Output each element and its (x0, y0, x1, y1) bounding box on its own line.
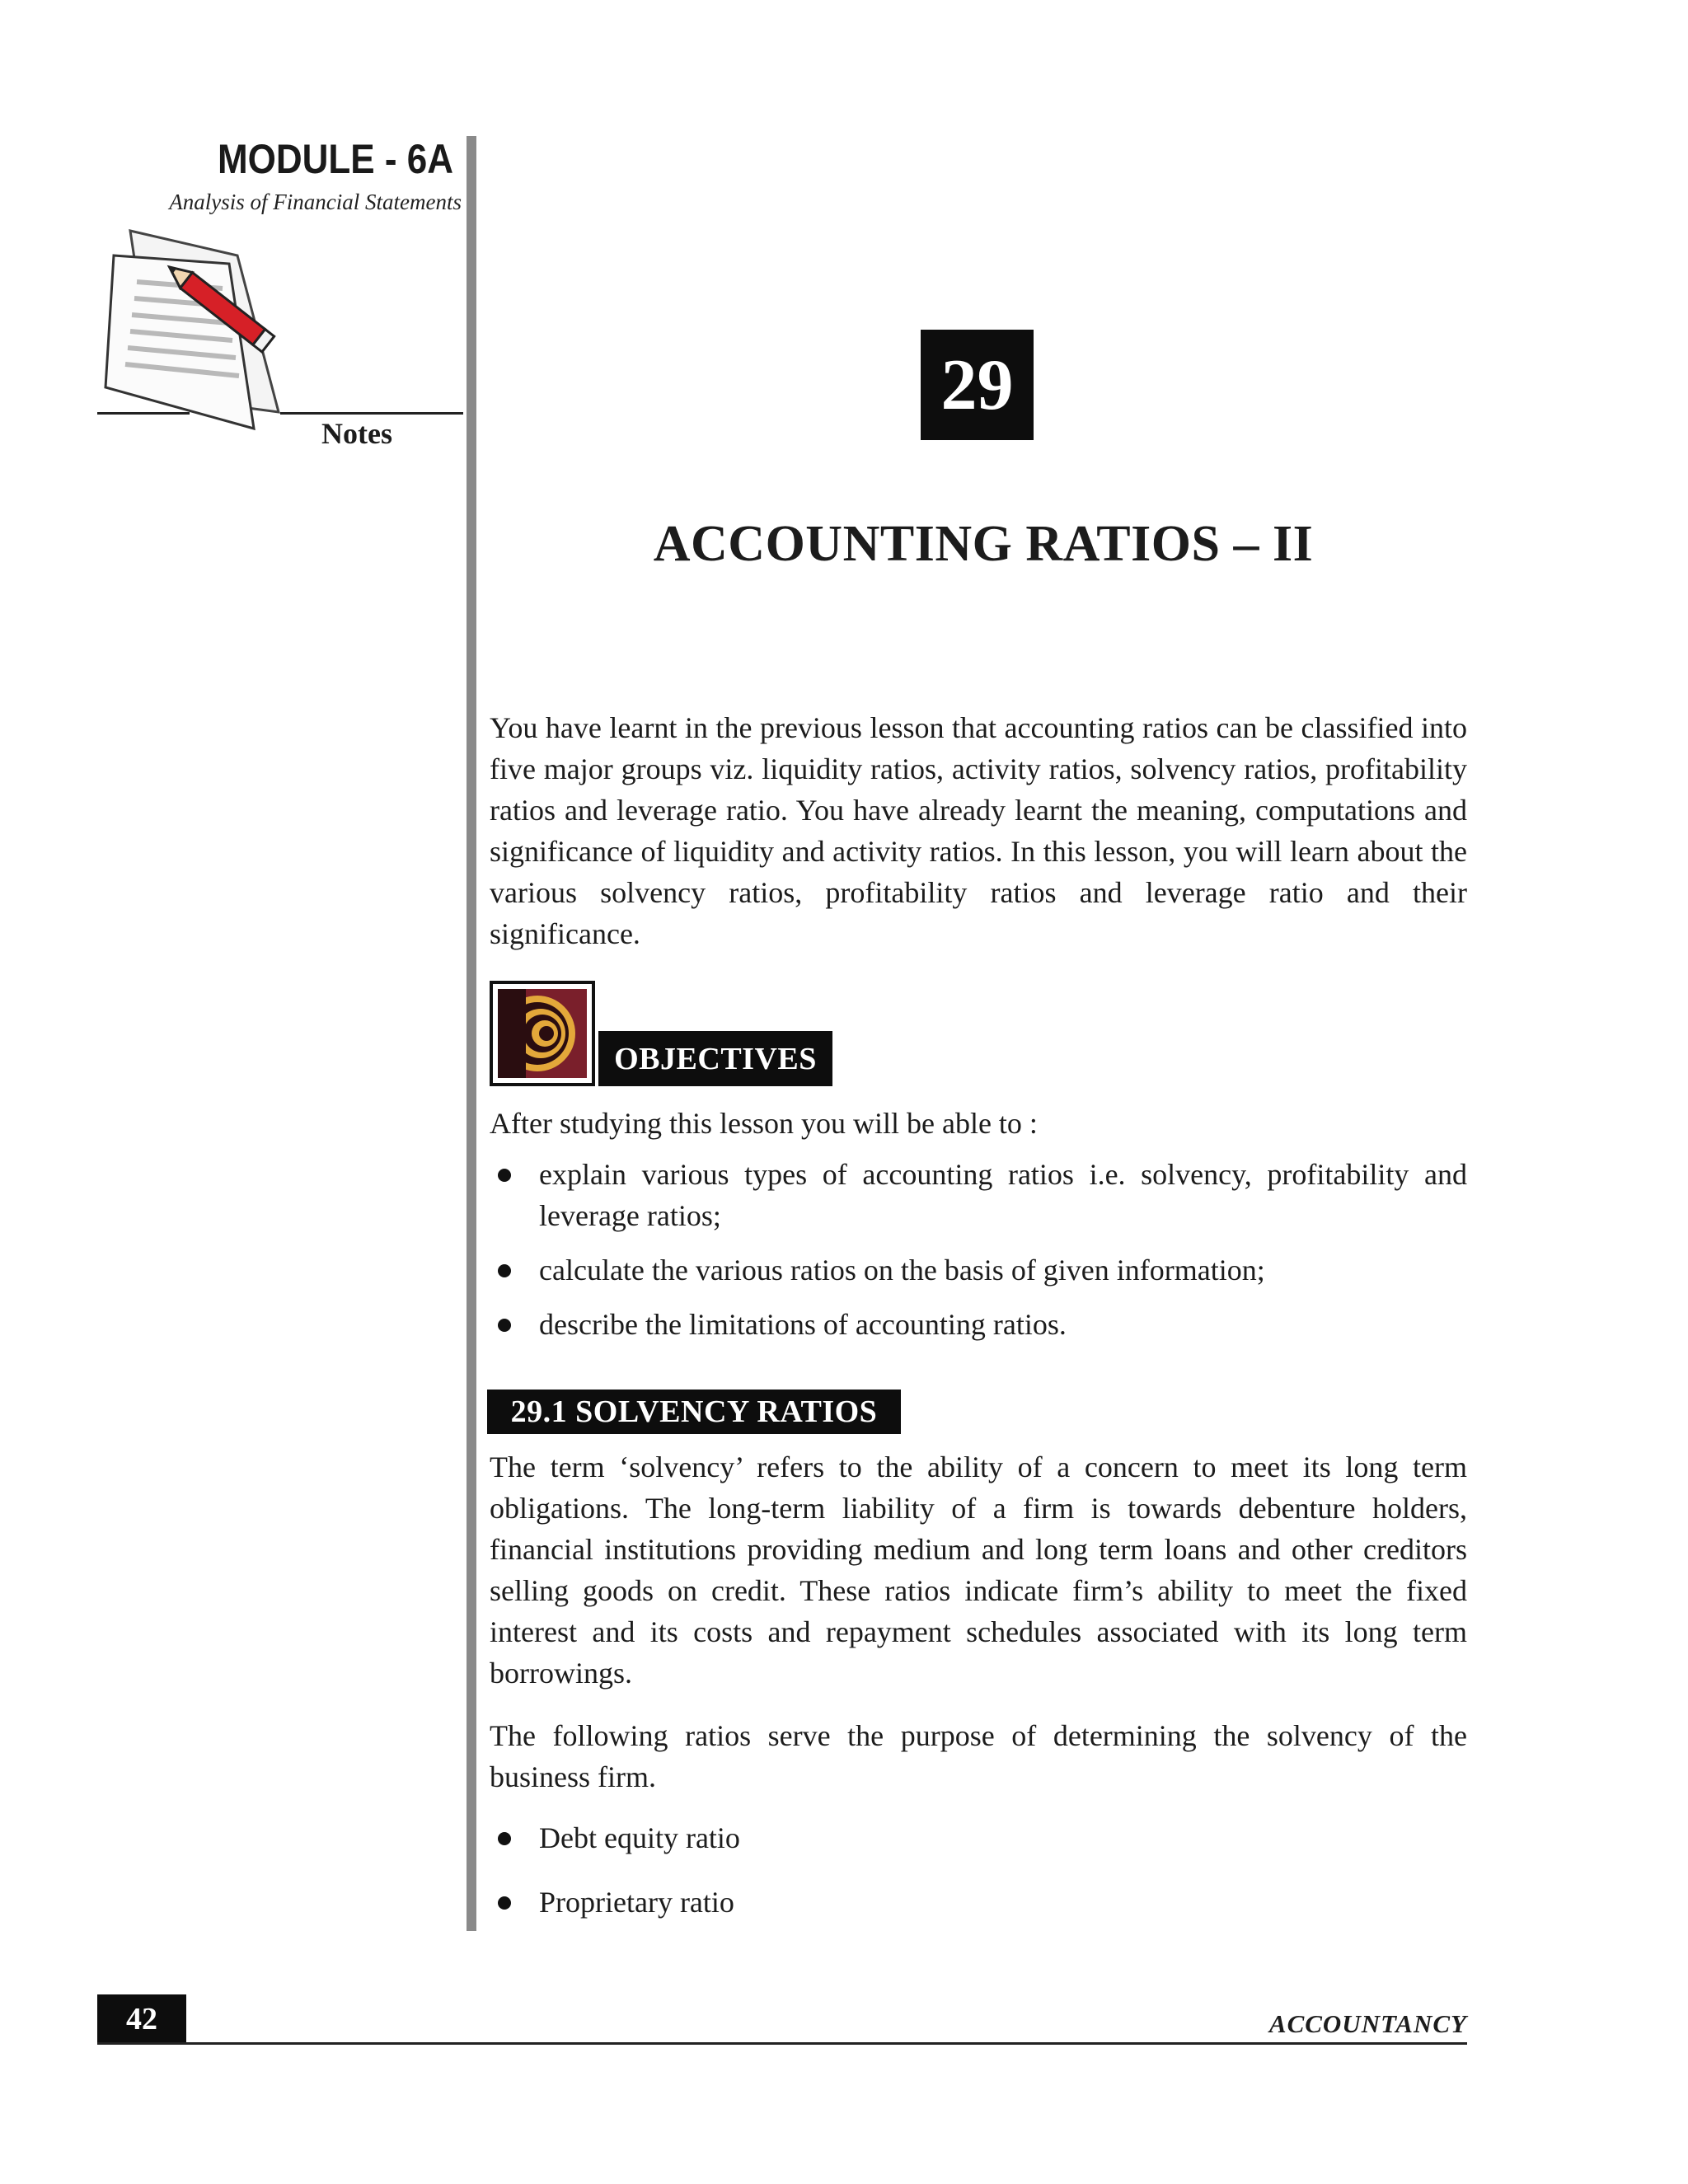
section-paragraph: The term ‘solvency’ refers to the ability of a concern to meet its long term obligations. The long-term liability of a firm is towards debenture holders, financial institutions providing medium and long term loans and other creditors selling goods on credit. These ratios indicate firm’s ability to meet the fixed interest and its costs and repayment schedules associated with its long term borrowings. (490, 1451, 1467, 1690)
notes-rule-left (97, 412, 190, 415)
solvency-ratio-list (490, 1817, 1467, 1946)
footer-rule (97, 2042, 1467, 2045)
list-item: explain various types of accounting ratios i.e. solvency, profitability and leverage ratios; (490, 1154, 1467, 1236)
chapter-number: 29 (921, 330, 1034, 440)
page-number: 42 (97, 1994, 186, 2044)
footer-subject: ACCOUNTANCY (1268, 2009, 1467, 2038)
target-spiral-icon (490, 981, 595, 1086)
objectives-list (490, 1154, 1467, 1358)
notes-rule-right (280, 412, 463, 415)
chapter-title: ACCOUNTING RATIOS – II (653, 516, 1314, 572)
notes-label: Notes (321, 417, 392, 450)
objectives-lead: After studying this lesson you will be able to : (490, 1107, 1038, 1140)
section-heading: 29.1 SOLVENCY RATIOS (487, 1390, 901, 1434)
list-item: Debt equity ratio (490, 1817, 1467, 1858)
intro-paragraph: You have learnt in the previous lesson that accounting ratios can be classified into five major groups viz. liquidity ratios, activity ratios, solvency ratios, profitability ratios and leverage ratio. You have already learnt the meaning, computations and significance of liquidity and activity ratios. In this lesson, you will learn about the various solvency ratios, profitability ratios and leverage ratio and their significance. (490, 711, 1467, 950)
list-item: describe the limitations of accounting ratios. (490, 1304, 1467, 1345)
section-paragraph-2: The following ratios serve the purpose of determining the solvency of the business firm. (490, 1719, 1467, 1793)
margin-divider (467, 136, 476, 1931)
module-title: MODULE - 6A (218, 136, 453, 182)
list-item: calculate the various ratios on the basis of given information; (490, 1249, 1467, 1291)
objectives-label: OBJECTIVES (598, 1031, 832, 1086)
module-subtitle: Analysis of Financial Statements (169, 190, 462, 214)
notepad-pencil-icon (97, 223, 328, 437)
list-item: Proprietary ratio (490, 1882, 1467, 1923)
